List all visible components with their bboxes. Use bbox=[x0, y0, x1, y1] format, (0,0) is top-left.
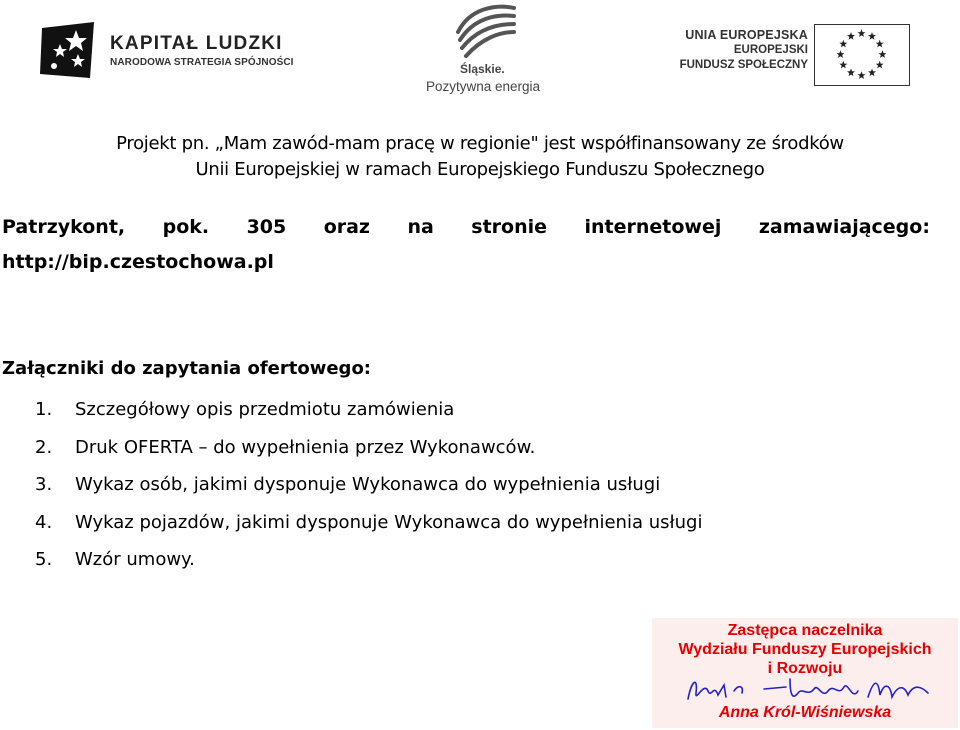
eu-flag-icon bbox=[814, 24, 910, 86]
item-number: 4. bbox=[35, 511, 53, 533]
para-word: zamawiającego: bbox=[758, 216, 930, 238]
project-statement bbox=[0, 131, 960, 183]
attachments-title: Załączniki do zapytania ofertowego: bbox=[2, 358, 372, 379]
slaskie-emblem-icon bbox=[452, 2, 520, 60]
list-item bbox=[35, 470, 702, 508]
address-line bbox=[2, 210, 930, 245]
slaskie-logo bbox=[420, 2, 560, 102]
stamp-line2: Wydziału Funduszy Europejskich bbox=[678, 641, 932, 658]
eu-star-icon bbox=[879, 50, 887, 58]
para-word: pok. bbox=[162, 216, 210, 238]
para-word: stronie bbox=[471, 216, 548, 238]
kapital-ludzki-title: KAPITAŁ LUDZKI bbox=[110, 32, 283, 54]
slaskie-name: Śląskie. bbox=[460, 62, 505, 76]
eu-star-icon bbox=[839, 61, 847, 69]
item-number: 1. bbox=[35, 399, 53, 420]
handwritten-signature bbox=[678, 673, 948, 707]
list-item bbox=[35, 508, 702, 546]
para-word: 305 bbox=[246, 216, 287, 238]
kapital-ludzki-subtitle: NARODOWA STRATEGIA SPÓJNOŚCI bbox=[110, 56, 294, 68]
bip-url: http://bip.czestochowa.pl bbox=[2, 251, 274, 273]
project-line1: Projekt pn. „Mam zawód-mam pracę w regionie" jest współfinansowany ze środków bbox=[116, 133, 844, 154]
stamp-name: Anna Król-Wiśniewska bbox=[718, 704, 892, 721]
eu-star-icon bbox=[847, 32, 855, 40]
item-number: 5. bbox=[35, 549, 53, 570]
kapital-ludzki-emblem-icon bbox=[38, 20, 98, 80]
eu-star-icon bbox=[858, 71, 866, 79]
attachments-list bbox=[35, 395, 702, 583]
address-paragraph bbox=[2, 210, 930, 280]
item-text: Druk OFERTA – do wypełnienia przez Wykonawców. bbox=[75, 436, 536, 458]
stamp-line3: i Rozwoju bbox=[767, 660, 843, 677]
unia-line1: UNIA EUROPEJSKA bbox=[685, 28, 808, 42]
item-number: 3. bbox=[35, 474, 53, 495]
item-text: Wzór umowy. bbox=[75, 549, 195, 570]
item-text: Wykaz osób, jakimi dysponuje Wykonawca do wypełnienia usługi bbox=[75, 474, 661, 495]
eu-star-icon bbox=[837, 50, 845, 58]
eu-star-icon bbox=[839, 40, 847, 48]
eu-star-icon bbox=[876, 61, 884, 69]
eu-star-icon bbox=[858, 29, 866, 37]
item-text: Wykaz pojazdów, jakimi dysponuje Wykonawca do wypełnienia usługi bbox=[75, 511, 703, 533]
item-number: 2. bbox=[35, 436, 53, 458]
official-stamp bbox=[652, 618, 958, 728]
stamp-line1: Zastępca naczelnika bbox=[727, 622, 883, 639]
para-word: oraz bbox=[323, 216, 370, 238]
eu-star-icon bbox=[847, 68, 855, 76]
unia-line3: FUNDUSZ SPOŁECZNY bbox=[679, 59, 808, 71]
item-text: Szczegółowy opis przedmiotu zamówienia bbox=[75, 399, 455, 420]
para-word: na bbox=[407, 216, 434, 238]
eu-star-icon bbox=[868, 68, 876, 76]
unia-line2: EUROPEJSKI bbox=[733, 44, 808, 56]
list-item bbox=[35, 395, 702, 433]
eu-star-icon bbox=[876, 40, 884, 48]
para-word: Patrzykont, bbox=[2, 216, 126, 238]
unia-europejska-logo bbox=[676, 24, 912, 88]
project-line2: Unii Europejskiej w ramach Europejskiego Funduszu Społecznego bbox=[195, 159, 765, 180]
kapital-ludzki-logo bbox=[38, 10, 338, 90]
list-item bbox=[35, 433, 702, 471]
list-item bbox=[35, 545, 702, 583]
para-word: internetowej bbox=[584, 216, 722, 238]
slaskie-tagline: Pozytywna energia bbox=[426, 79, 541, 94]
eu-star-icon bbox=[868, 32, 876, 40]
